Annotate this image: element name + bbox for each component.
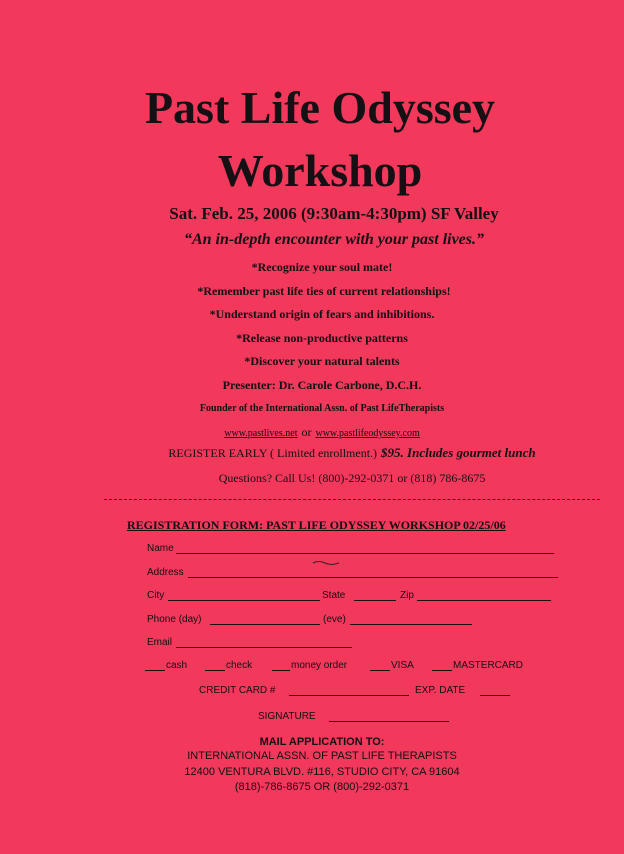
phone-eve-field[interactable] xyxy=(350,624,472,625)
bullet-item: *Release non-productive patterns xyxy=(236,331,408,345)
state-label: State xyxy=(322,590,346,601)
name-field[interactable] xyxy=(176,553,554,554)
mail-line-2: 12400 VENTURA BLVD. #116, STUDIO CITY, CA 91604 xyxy=(184,766,460,778)
register-text: REGISTER EARLY ( Limited enrollment.) xyxy=(168,446,378,460)
founder-line: Founder of the International Assn. of Past LifeTherapists xyxy=(199,403,445,414)
form-heading: REGISTRATION FORM: PAST LIFE ODYSSEY WORKSHOP 02/25/06 xyxy=(127,518,506,532)
price-text: $95. Includes gourmet lunch xyxy=(381,445,536,460)
visa-checkbox[interactable] xyxy=(370,670,390,671)
email-label: Email xyxy=(147,637,173,648)
city-label: City xyxy=(147,590,165,601)
name-label: Name xyxy=(147,543,174,554)
website-link[interactable]: www.pastlifeodyssey.com xyxy=(315,428,420,439)
bullet-item: *Discover your natural talents xyxy=(244,354,400,368)
mastercard-checkbox[interactable] xyxy=(432,670,452,671)
title-line-1: Past Life Odyssey xyxy=(144,82,496,133)
cut-line xyxy=(104,499,600,500)
address-field[interactable] xyxy=(188,577,558,578)
website-link[interactable]: www.pastlives.net xyxy=(224,428,298,439)
cash-checkbox[interactable] xyxy=(145,670,165,671)
bullet-item: *Understand origin of fears and inhibitions. xyxy=(209,307,435,321)
check-option: check xyxy=(226,660,253,671)
mail-heading: MAIL APPLICATION TO: xyxy=(259,736,385,748)
register-line xyxy=(40,444,624,462)
money-order-option: money order xyxy=(291,660,348,671)
signature-field[interactable] xyxy=(329,721,449,722)
zip-label: Zip xyxy=(400,590,414,601)
phone-day-field[interactable] xyxy=(210,624,320,625)
email-field[interactable] xyxy=(176,647,352,648)
mail-line-1: INTERNATIONAL ASSN. OF PAST LIFE THERAPISTS xyxy=(187,750,457,762)
city-field[interactable] xyxy=(168,600,320,601)
or-text: or xyxy=(301,425,312,439)
questions-line: Questions? Call Us! (800)-292-0371 or (818) 786-8675 xyxy=(218,471,486,485)
exp-date-field[interactable] xyxy=(480,695,510,696)
mail-line-3: (818)-786-8675 OR (800)-292-0371 xyxy=(234,781,410,793)
credit-card-field[interactable] xyxy=(289,695,409,696)
tagline: “An in-depth encounter with your past lives.” xyxy=(183,231,485,248)
event-date: Sat. Feb. 25, 2006 (9:30am-4:30pm) SF Valley xyxy=(169,204,499,223)
exp-date-label: EXP. DATE xyxy=(415,685,466,696)
bullet-item: *Recognize your soul mate! xyxy=(251,260,393,274)
signature-label: SIGNATURE xyxy=(258,711,316,722)
zip-field[interactable] xyxy=(417,600,551,601)
pen-mark xyxy=(312,560,340,566)
credit-card-label: CREDIT CARD # xyxy=(199,685,276,696)
phone-eve-label: (eve) xyxy=(323,614,346,625)
check-checkbox[interactable] xyxy=(205,670,225,671)
mastercard-option: MASTERCARD xyxy=(453,660,524,671)
title-line-2: Workshop xyxy=(217,145,423,196)
phone-day-label: Phone (day) xyxy=(147,614,202,625)
address-label: Address xyxy=(147,567,184,578)
presenter: Presenter: Dr. Carole Carbone, D.C.H. xyxy=(222,378,422,392)
cash-option: cash xyxy=(166,660,188,671)
website-links xyxy=(10,423,624,441)
state-field[interactable] xyxy=(354,600,396,601)
visa-option: VISA xyxy=(391,660,414,671)
bullet-item: *Remember past life ties of current relationships! xyxy=(197,284,451,298)
money-order-checkbox[interactable] xyxy=(272,670,290,671)
